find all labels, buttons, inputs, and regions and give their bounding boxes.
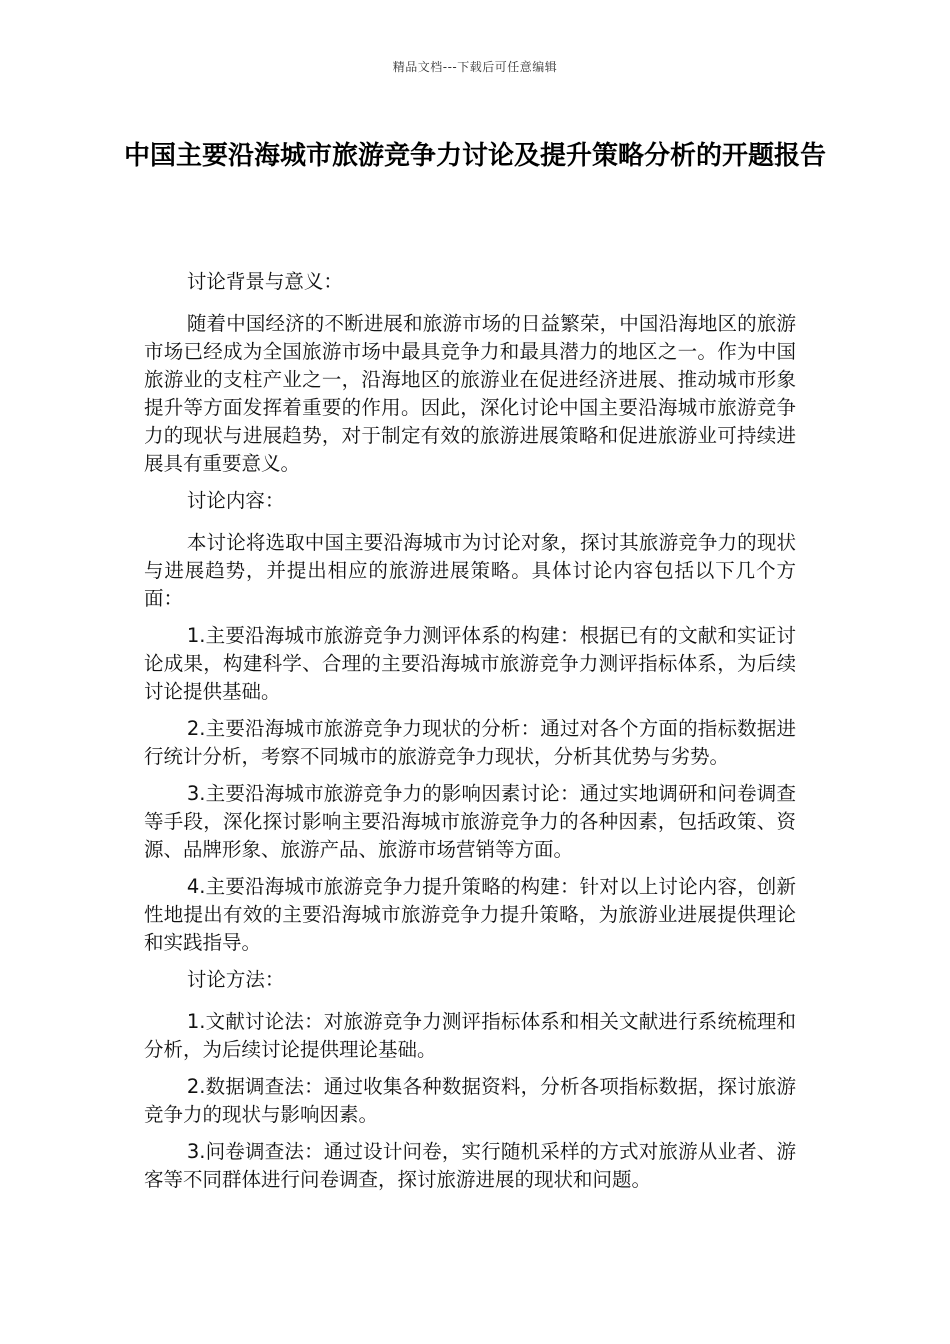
- header-note: 精品文档---下载后可任意编辑: [392, 60, 558, 74]
- paragraph-method-3: 3.问卷调查法：通过设计问卷，实行随机采样的方式对旅游从业者、游客等不同群体进行问卷调查，探讨旅游进展的现状和问题。: [144, 1140, 796, 1191]
- paragraph-content-item-1: 1.主要沿海城市旅游竞争力测评体系的构建：根据已有的文献和实证讨论成果，构建科学、合理的主要沿海城市旅游竞争力测评指标体系，为后续讨论提供基础。: [144, 624, 796, 703]
- paragraph-background: 随着中国经济的不断进展和旅游市场的日益繁荣，中国沿海地区的旅游市场已经成为全国旅游市场中最具竞争力和最具潜力的地区之一。作为中国旅游业的支柱产业之一，沿海地区的旅游业在促进经济进展、推动城市形象提升等方面发挥着重要的作用。因此，深化讨论中国主要沿海城市旅游竞争力的现状与进展趋势，对于制定有效的旅游进展策略和促进旅游业可持续进展具有重要意义。: [144, 312, 796, 475]
- document-body: [144, 268, 796, 1203]
- paragraph-content-item-3: 3.主要沿海城市旅游竞争力的影响因素讨论：通过实地调研和问卷调查等手段，深化探讨影响主要沿海城市旅游竞争力的各种因素，包括政策、资源、品牌形象、旅游产品、旅游市场营销等方面。: [144, 782, 796, 861]
- section-heading-methods: 讨论方法：: [186, 968, 285, 991]
- document-title: 中国主要沿海城市旅游竞争力讨论及提升策略分析的开题报告: [123, 141, 826, 171]
- paragraph-content-intro: 本讨论将选取中国主要沿海城市为讨论对象，探讨其旅游竞争力的现状与进展趋势，并提出相应的旅游进展策略。具体讨论内容包括以下几个方面：: [144, 531, 796, 610]
- section-heading-content: 讨论内容：: [186, 489, 285, 512]
- section-heading-background: 讨论背景与意义：: [186, 270, 343, 293]
- paragraph-method-2: 2.数据调查法：通过收集各种数据资料，分析各项指标数据，探讨旅游竞争力的现状与影响因素。: [144, 1075, 796, 1126]
- paragraph-method-1: 1.文献讨论法：对旅游竞争力测评指标体系和相关文献进行系统梳理和分析，为后续讨论提供理论基础。: [144, 1010, 796, 1061]
- paragraph-content-item-2: 2.主要沿海城市旅游竞争力现状的分析：通过对各个方面的指标数据进行统计分析，考察不同城市的旅游竞争力现状，分析其优势与劣势。: [144, 717, 796, 768]
- paragraph-content-item-4: 4.主要沿海城市旅游竞争力提升策略的构建：针对以上讨论内容，创新性地提出有效的主要沿海城市旅游竞争力提升策略，为旅游业进展提供理论和实践指导。: [144, 875, 796, 954]
